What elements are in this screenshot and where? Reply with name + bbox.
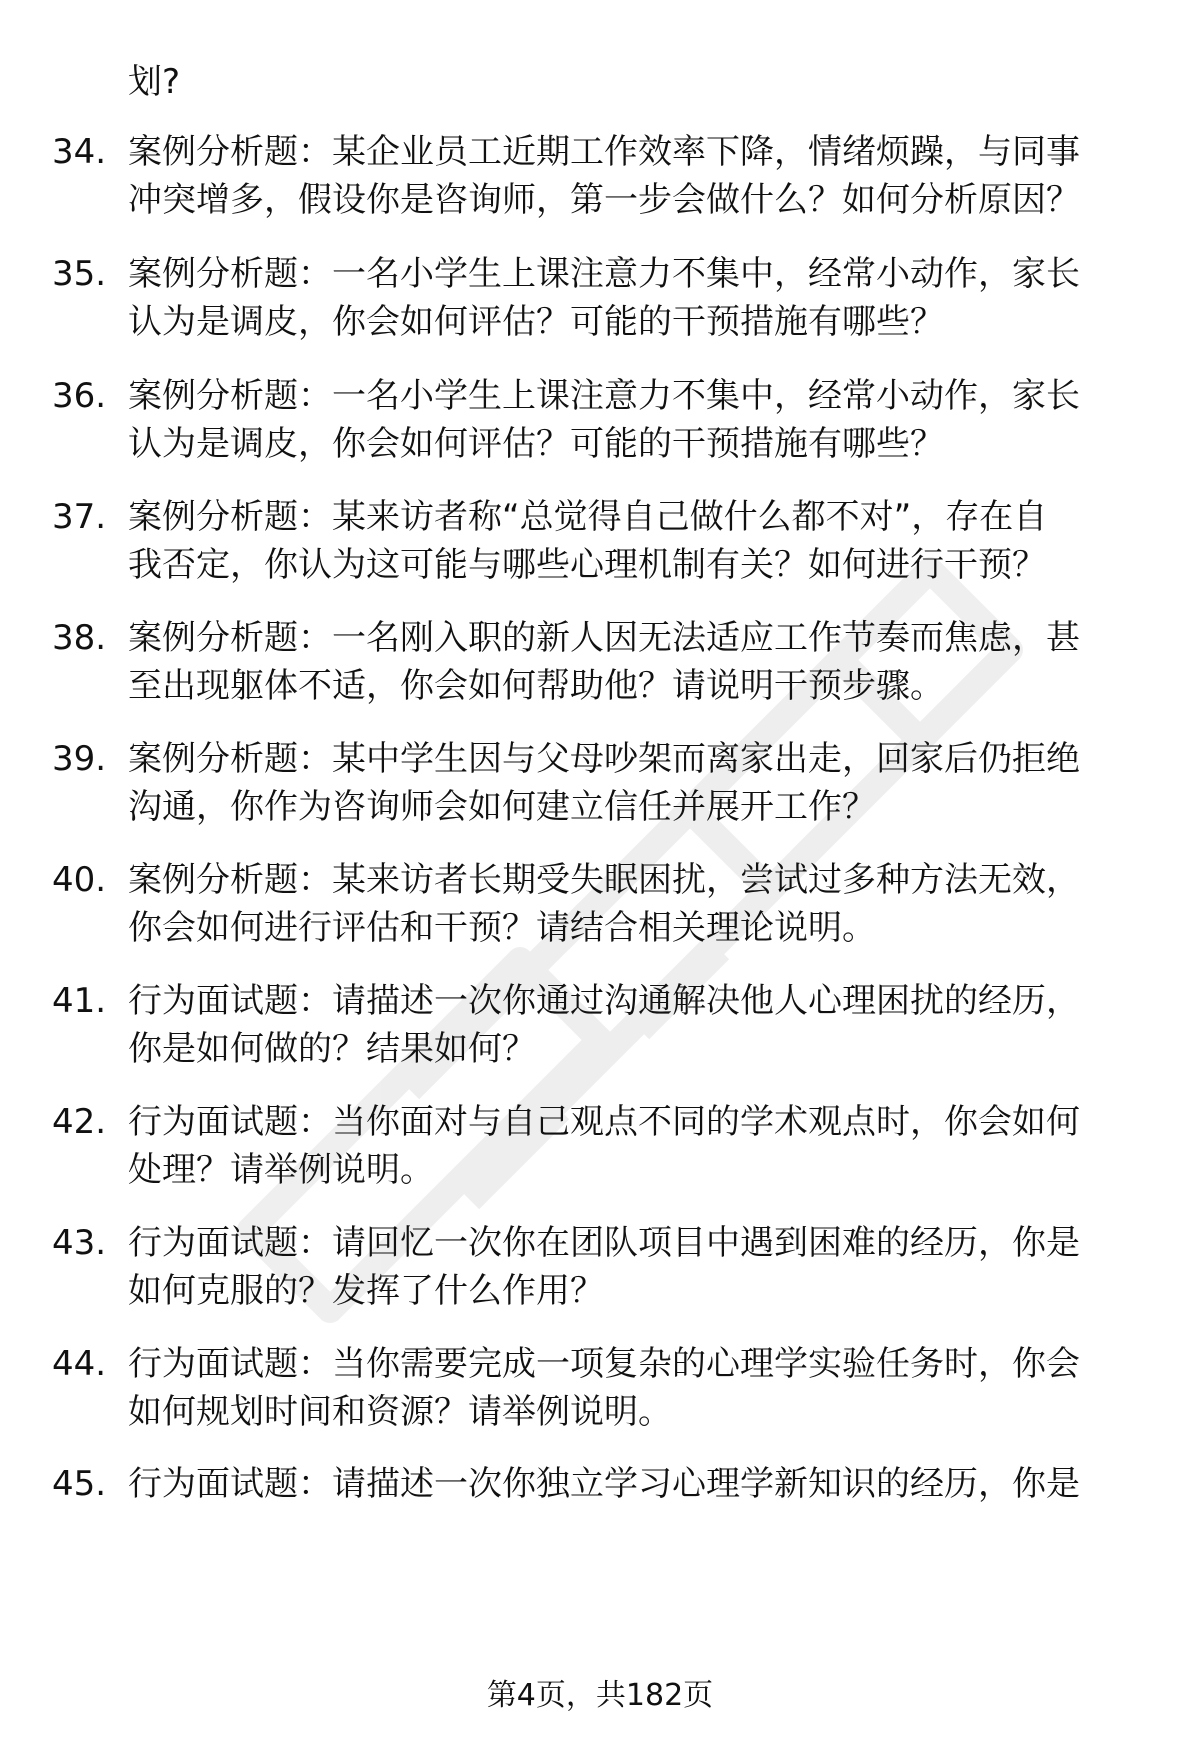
question-text (128, 614, 1192, 710)
question-number: 36. (52, 376, 107, 416)
question-number: 34. (52, 132, 107, 172)
question-line: 行为面试题：请描述一次你独立学习心理学新知识的经历，你是 (128, 1464, 1080, 1504)
question-line: 行为面试题：当你需要完成一项复杂的心理学实验任务时，你会 (128, 1344, 1080, 1384)
question-number: 35. (52, 254, 107, 294)
question-line: 行为面试题：请描述一次你通过沟通解决他人心理困扰的经历， (128, 981, 1080, 1021)
question-text (128, 1340, 1192, 1436)
question-number: 38. (52, 618, 107, 658)
continued-question-text: 划? (128, 62, 181, 102)
question-number: 40. (52, 860, 107, 900)
question-line: 行为面试题：请回忆一次你在团队项目中遇到困难的经历，你是 (128, 1223, 1080, 1263)
question-text (128, 1219, 1192, 1315)
question-number: 44. (52, 1344, 107, 1384)
question-line: 案例分析题：某来访者称“总觉得自己做什么都不对”，存在自 (128, 497, 1048, 537)
question-number: 42. (52, 1102, 107, 1142)
question-line: 处理？请举例说明。 (128, 1150, 434, 1190)
question-number: 43. (52, 1223, 107, 1263)
question-line: 行为面试题：当你面对与自己观点不同的学术观点时，你会如何 (128, 1102, 1080, 1142)
question-text (128, 493, 1192, 589)
question-text (128, 735, 1192, 831)
question-line: 案例分析题：一名刚入职的新人因无法适应工作节奏而焦虑，甚 (128, 618, 1080, 658)
question-line: 冲突增多，假设你是咨询师，第一步会做什么？如何分析原因？ (128, 180, 1080, 220)
question-text (128, 250, 1192, 346)
question-line: 你是如何做的？结果如何？ (128, 1029, 536, 1069)
question-line: 案例分析题：一名小学生上课注意力不集中，经常小动作，家长 (128, 376, 1080, 416)
question-line: 如何规划时间和资源？请举例说明。 (128, 1392, 672, 1432)
question-text (128, 856, 1192, 952)
question-number: 39. (52, 739, 107, 779)
question-line: 案例分析题：一名小学生上课注意力不集中，经常小动作，家长 (128, 254, 1080, 294)
question-line: 至出现躯体不适，你会如何帮助他？请说明干预步骤。 (128, 666, 944, 706)
question-line: 案例分析题：某中学生因与父母吵架而离家出走，回家后仍拒绝 (128, 739, 1080, 779)
question-text (128, 1460, 1192, 1508)
question-line: 认为是调皮，你会如何评估？可能的干预措施有哪些？ (128, 302, 944, 342)
page-footer: 第4页，共182页 (486, 1678, 714, 1713)
question-number: 37. (52, 497, 107, 537)
question-number: 45. (52, 1464, 107, 1504)
question-line: 如何克服的？发挥了什么作用？ (128, 1271, 604, 1311)
question-text (128, 977, 1192, 1073)
question-number: 41. (52, 981, 107, 1021)
question-line: 我否定，你认为这可能与哪些心理机制有关？如何进行干预？ (128, 545, 1046, 585)
question-line: 你会如何进行评估和干预？请结合相关理论说明。 (128, 908, 876, 948)
question-text (128, 372, 1192, 468)
question-line: 案例分析题：某企业员工近期工作效率下降，情绪烦躁，与同事 (128, 132, 1080, 172)
question-line: 沟通，你作为咨询师会如何建立信任并展开工作？ (128, 787, 876, 827)
question-line: 认为是调皮，你会如何评估？可能的干预措施有哪些？ (128, 424, 944, 464)
question-text (128, 1098, 1192, 1194)
question-line: 案例分析题：某来访者长期受失眠困扰，尝试过多种方法无效， (128, 860, 1080, 900)
question-text (128, 128, 1192, 224)
